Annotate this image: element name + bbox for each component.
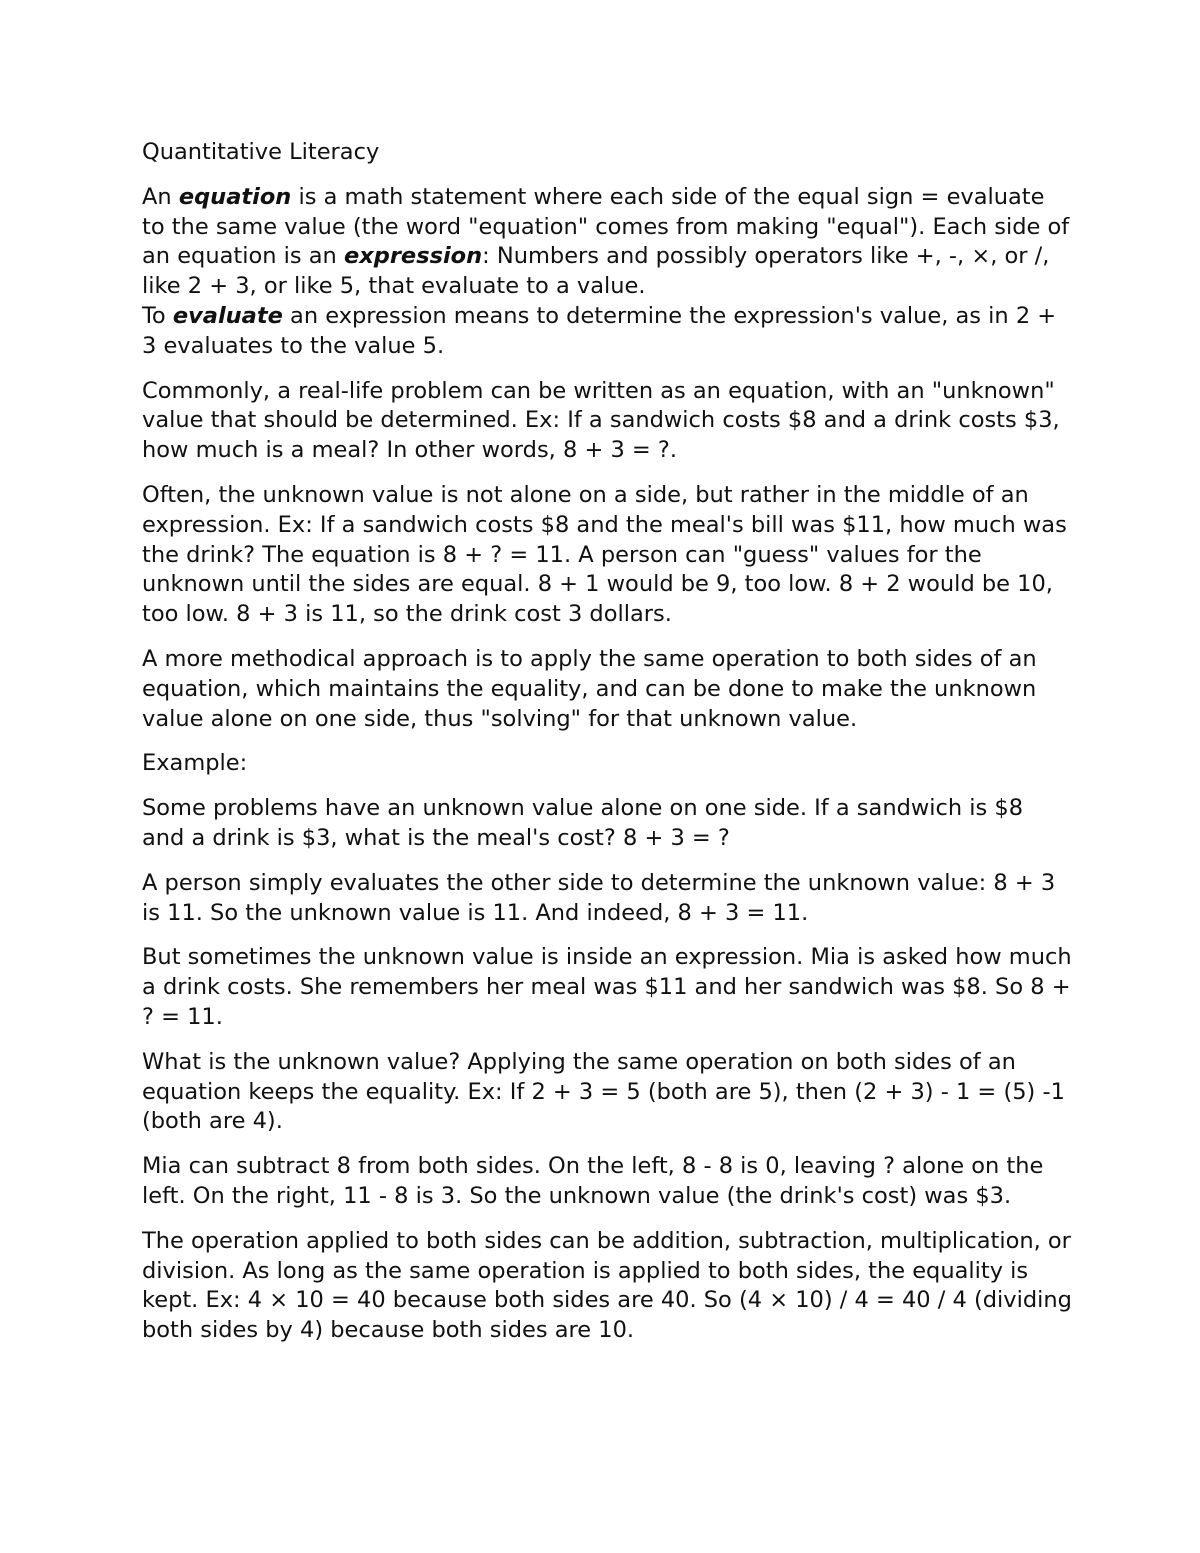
text-run: is a math statement where each side of the equal sign = evaluate to the same value (the word "equation" comes from making "equal"). Each side of an equation is an <box>142 183 1070 270</box>
paragraph-real-life-problem: Commonly, a real-life problem can be written as an equation, with an "unknown" value that should be determined. Ex: If a sandwich costs $8 and a drink costs $3, how much is a meal? In other words, 8 + 3 = ?. <box>142 377 1060 464</box>
term-equation: equation <box>178 183 292 210</box>
text-run: An <box>142 183 179 210</box>
paragraph-operations-kept: The operation applied to both sides can be addition, subtraction, multiplication, or division. As long as the same operation is applied to both sides, the equality is kept. Ex: 4 × 10 = 40 because both sides are 40. So (4 × 10) / 4 = 40 / 4 (dividing both sides by 4) because both sides are 10. <box>142 1227 1072 1344</box>
document-page <box>142 138 1072 1361</box>
term-expression: expression <box>343 243 483 270</box>
document-title: Quantitative Literacy <box>142 139 380 165</box>
paragraph-subtract-both-sides: Mia can subtract 8 from both sides. On the left, 8 - 8 is 0, leaving ? alone on the left. On the right, 11 - 8 is 3. So the unknown value (the drink's cost) was $3. <box>142 1153 1044 1209</box>
paragraph-definitions <box>142 183 1072 362</box>
paragraph-inside-expression: But sometimes the unknown value is inside an expression. Mia is asked how much a drink costs. She remembers her meal was $11 and her sandwich was $8. So 8 + ? = 11. <box>142 944 1072 1030</box>
paragraph-alone-on-one-side: Some problems have an unknown value alone on one side. If a sandwich is $8 and a drink is $3, what is the meal's cost? 8 + 3 = ? <box>142 795 1024 851</box>
paragraph-evaluate-other-side: A person simply evaluates the other side to determine the unknown value: 8 + 3 is 11. So the unknown value is 11. And indeed, 8 + 3 = 11. <box>142 869 1056 926</box>
term-evaluate: evaluate <box>172 302 283 329</box>
text-run: an expression means to determine the expression's value, as in 2 + 3 evaluates to the value 5. <box>142 302 1057 359</box>
paragraph-unknown-in-middle: Often, the unknown value is not alone on a side, but rather in the middle of an expression. Ex: If a sandwich costs $8 and the meal's bill was $11, how much was the drink? The equation is 8 + ? = 11. A person can "guess" values for the unknown until the sides are equal. 8 + 1 would be 9, too low. 8 + 2 would be 10, too low. 8 + 3 is 11, so the drink cost 3 dollars. <box>142 481 1067 628</box>
paragraph-same-operation: What is the unknown value? Applying the same operation on both sides of an equation keeps the equality. Ex: If 2 + 3 = 5 (both are 5), then (2 + 3) - 1 = (5) -1 (both are 4). <box>142 1048 1065 1135</box>
text-run: : Numbers and possibly operators like +, -, ×, or /, like 2 + 3, or like 5, that evaluate to a value. <box>142 243 1050 300</box>
text-run: To <box>142 302 173 329</box>
paragraph-methodical-approach: A more methodical approach is to apply the same operation to both sides of an equation, which maintains the equality, and can be done to make the unknown value alone on one side, thus "solving" for that unknown value. <box>142 645 1037 732</box>
paragraph-example-heading: Example: <box>142 750 248 777</box>
